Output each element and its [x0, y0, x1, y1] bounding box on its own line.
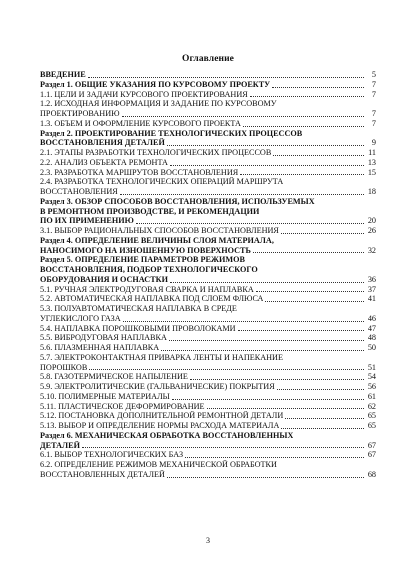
dot-leader	[185, 457, 364, 458]
toc-entry-page: 67	[367, 450, 376, 460]
toc-entry[interactable]	[40, 294, 376, 304]
toc-entry[interactable]	[40, 421, 376, 431]
toc-entry-title: Раздел 6. МЕХАНИЧЕСКАЯ ОБРАБОТКА ВОССТАНОВЛЕННЫХ	[40, 430, 294, 440]
toc-entry-title: ПО ИХ ПРИМЕНЕНИЮ	[40, 216, 134, 226]
toc-entry-page: 32	[367, 245, 376, 255]
toc-entry-title: 5.9. ЭЛЕКТРОЛИТИЧЕСКИЕ (ГАЛЬВАНИЧЕСКИЕ) ПОКРЫТИЯ	[40, 382, 275, 391]
toc-entry[interactable]	[40, 324, 376, 334]
toc-entry[interactable]	[40, 402, 376, 412]
dot-leader	[253, 252, 364, 253]
toc-entry[interactable]	[40, 236, 376, 246]
toc-entry-page: 46	[367, 313, 376, 323]
toc-entry[interactable]	[40, 353, 376, 363]
toc-entry-title: НАНОСИМОГО НА ИЗНОШЕННУЮ ПОВЕРХНОСТЬ	[40, 245, 251, 255]
toc-entry-title: 2.3. РАЗРАБОТКА МАРШРУТОВ ВОССТАНОВЛЕНИЯ	[40, 167, 239, 177]
toc-entry[interactable]	[40, 197, 376, 207]
toc-entry[interactable]	[40, 90, 376, 100]
toc-entry-page: 9	[371, 138, 376, 148]
toc-entry-title: УГЛЕКИСЛОГО ГАЗА	[40, 313, 121, 323]
toc-entry-title: 5.12. ПОСТАНОВКА ДОПОЛНИТЕЛЬНОЙ РЕМОНТНОЙ ДЕТАЛИ	[40, 411, 284, 421]
toc-entry-title: 5.3. ПОЛУАВТОМАТИЧЕСКАЯ НАПЛАВКА В СРЕДЕ	[40, 304, 237, 313]
toc-entry-title: В РЕМОНТНОМ ПРОИЗВОДСТВЕ, И РЕКОМЕНДАЦИИ	[40, 206, 260, 216]
dot-leader	[265, 301, 364, 302]
page-number: 3	[206, 536, 210, 545]
toc-entry-page: 7	[371, 118, 376, 128]
toc-entry[interactable]	[40, 226, 376, 236]
toc-entry[interactable]	[40, 158, 376, 168]
toc-entry[interactable]	[40, 372, 376, 382]
dot-leader	[272, 87, 364, 88]
toc-entry[interactable]	[40, 187, 376, 197]
dot-leader	[207, 408, 364, 409]
toc-entry[interactable]	[40, 119, 376, 129]
toc-entry[interactable]	[40, 441, 376, 451]
toc-entry-page: 61	[367, 391, 376, 401]
page-title: Оглавление	[181, 54, 235, 64]
toc-entry-page: 56	[367, 382, 376, 391]
toc-entry-page: 65	[367, 421, 376, 430]
toc-entry-page: 65	[367, 411, 376, 421]
dot-leader	[167, 477, 364, 478]
toc-entry-title: ВОССТАНОВЛЕНИЯ, ПОДБОР ТЕХНОЛОГИЧЕСКОГО	[40, 265, 258, 274]
dot-leader	[273, 155, 364, 156]
toc-entry-title: 5.11. ПЛАСТИЧЕСКОЕ ДЕФОРМИРОВАНИЕ	[40, 401, 205, 411]
toc-entry[interactable]	[40, 411, 376, 421]
toc-entry-title: 5.10. ПОЛИМЕРНЫЕ МАТЕРИАЛЫ	[40, 391, 170, 401]
toc-entry-page: 67	[367, 440, 376, 450]
dot-leader	[88, 77, 364, 78]
toc-entry-title: 3.1. ВЫБОР РАЦИОНАЛЬНЫХ СПОСОБОВ ВОССТАНОВЛЕНИЯ	[40, 226, 279, 235]
toc-entry-title: ОБОРУДОВАНИЯ И ОСНАСТКИ	[40, 274, 168, 284]
toc-entry[interactable]	[40, 168, 376, 178]
toc-entry-title: Раздел 2. ПРОЕКТИРОВАНИЕ ТЕХНОЛОГИЧЕСКИХ ПРОЦЕССОВ	[40, 128, 303, 138]
toc-entry-page: 50	[367, 343, 376, 352]
toc-entry-page: 26	[367, 226, 376, 235]
toc-entry-page: 48	[367, 333, 376, 343]
dot-leader	[169, 340, 364, 341]
dot-leader	[120, 194, 364, 195]
dot-leader	[136, 223, 364, 224]
toc-entry[interactable]	[40, 333, 376, 343]
toc-entry[interactable]	[40, 207, 376, 217]
toc-entry[interactable]	[40, 431, 376, 441]
dot-leader	[243, 126, 364, 127]
dot-leader	[172, 399, 364, 400]
toc-entry[interactable]	[40, 450, 376, 460]
toc-entry-title: ВОССТАНОВЛЕННЫХ ДЕТАЛЕЙ	[40, 469, 165, 479]
toc-entry[interactable]	[40, 138, 376, 148]
toc-entry-title: 5.8. ГАЗОТЕРМИЧЕСКОЕ НАПЫЛЕНИЕ	[40, 372, 188, 382]
toc-entry-page: 13	[367, 157, 376, 167]
dot-leader	[161, 350, 364, 351]
toc-entry[interactable]	[40, 285, 376, 295]
dot-leader	[240, 174, 364, 175]
toc-entry[interactable]	[40, 80, 376, 90]
toc-entry-title: 1.3. ОБЪЕМ И ОФОРМЛЕНИЕ КУРСОВОГО ПРОЕКТА	[40, 118, 241, 128]
dot-leader	[89, 369, 364, 370]
dot-leader	[122, 116, 364, 117]
toc-entry-title: 2.1. ЭТАПЫ РАЗРАБОТКИ ТЕХНОЛОГИЧЕСКИХ ПРОЦЕССОВ	[40, 148, 272, 157]
toc-entry-page: 68	[367, 469, 376, 479]
toc-entry-title: ДЕТАЛЕЙ	[40, 440, 80, 450]
toc-entry-page: 51	[367, 362, 376, 372]
toc-entry-title: 1.1. ЦЕЛИ И ЗАДАЧИ КУРСОВОГО ПРОЕКТИРОВАНИЯ	[40, 89, 248, 99]
toc-entry[interactable]	[40, 304, 376, 314]
toc-entry-page: 20	[367, 216, 376, 226]
toc-entry-page: 37	[367, 284, 376, 294]
toc-entry-page: 7	[371, 109, 376, 118]
toc-entry[interactable]	[40, 265, 376, 275]
toc-entry[interactable]	[40, 148, 376, 158]
toc-entry-title: 6.2. ОПРЕДЕЛЕНИЕ РЕЖИМОВ МЕХАНИЧЕСКОЙ ОБРАБОТКИ	[40, 460, 277, 469]
dot-leader	[167, 145, 364, 146]
toc-entry[interactable]	[40, 177, 376, 187]
toc-entry-page: 5	[371, 70, 376, 79]
toc-entry[interactable]	[40, 255, 376, 265]
dot-leader	[285, 418, 364, 419]
toc-entry-title: Раздел 3. ОБЗОР СПОСОБОВ ВОССТАНОВЛЕНИЯ, ИСПОЛЬЗУЕМЫХ	[40, 196, 315, 206]
toc-entry[interactable]	[40, 246, 376, 256]
toc-entry-page: 7	[371, 79, 376, 89]
toc-entry[interactable]	[40, 392, 376, 402]
toc-entry-title: 5.4. НАПЛАВКА ПОРОШКОВЫМИ ПРОВОЛОКАМИ	[40, 323, 236, 333]
toc-entry-title: Раздел 1. ОБЩИЕ УКАЗАНИЯ ПО КУРСОВОМУ ПРОЕКТУ	[40, 79, 271, 89]
dot-leader	[281, 428, 364, 429]
dot-leader	[238, 330, 364, 331]
toc-entry-title: Раздел 5. ОПРЕДЕЛЕНИЕ ПАРАМЕТРОВ РЕЖИМОВ	[40, 255, 245, 265]
toc-entry[interactable]	[40, 470, 376, 480]
toc-entry-title: 1.2. ИСХОДНАЯ ИНФОРМАЦИЯ И ЗАДАНИЕ ПО КУРСОВОМУ	[40, 99, 277, 109]
dot-leader	[82, 447, 364, 448]
dot-leader	[123, 321, 364, 322]
toc-entry-title: 2.2. АНАЛИЗ ОБЪЕКТА РЕМОНТА	[40, 157, 168, 167]
toc-entry[interactable]	[40, 99, 376, 109]
dot-leader	[277, 389, 364, 390]
toc-entry[interactable]	[40, 382, 376, 392]
dot-leader	[190, 379, 364, 380]
dot-leader	[250, 96, 364, 97]
toc-entry[interactable]	[40, 129, 376, 139]
toc-entry-page: 62	[367, 401, 376, 411]
toc-entry-title: 5.6. ПЛАЗМЕННАЯ НАПЛАВКА	[40, 343, 160, 352]
toc-entry-page: 47	[367, 323, 376, 333]
table-of-contents	[40, 70, 376, 480]
toc-entry-page: 15	[367, 167, 376, 177]
toc-entry-title: ВОССТАНОВЛЕНИЯ ДЕТАЛЕЙ	[40, 138, 165, 148]
toc-entry-title: 5.5. ВИБРОДУГОВАЯ НАПЛАВКА	[40, 333, 167, 343]
toc-entry[interactable]	[40, 363, 376, 373]
toc-entry-title: Раздел 4. ОПРЕДЕЛЕНИЕ ВЕЛИЧИНЫ СЛОЯ МАТЕРИАЛА,	[40, 235, 274, 245]
toc-entry-title: 5.1. РУЧНАЯ ЭЛЕКТРОДУГОВАЯ СВАРКА И НАПЛАВКА	[40, 284, 254, 294]
toc-entry-page: 11	[368, 148, 376, 157]
toc-entry-title: ПРОЕКТИРОВАНИЮ	[40, 109, 120, 118]
toc-entry[interactable]	[40, 70, 376, 80]
toc-entry-title: 5.7. ЭЛЕКТРОКОНТАКТНАЯ ПРИВАРКА ЛЕНТЫ И НАПЕКАНИЕ	[40, 352, 283, 362]
dot-leader	[170, 282, 364, 283]
toc-entry-title: ВОССТАНОВЛЕНИЯ	[40, 187, 118, 196]
toc-entry[interactable]	[40, 343, 376, 353]
dot-leader	[256, 291, 364, 292]
toc-entry-title: 2.4. РАЗРАБОТКА ТЕХНОЛОГИЧЕСКИХ ОПЕРАЦИЙ МАРШРУТА	[40, 177, 284, 187]
toc-entry-page: 18	[367, 187, 376, 196]
dot-leader	[170, 165, 364, 166]
dot-leader	[281, 233, 364, 234]
toc-entry-title: 5.2. АВТОМАТИЧЕСКАЯ НАПЛАВКА ПОД СЛОЕМ ФЛЮСА	[40, 294, 264, 304]
toc-entry-page: 54	[367, 372, 376, 382]
toc-entry-title: 5.13. ВЫБОР И ОПРЕДЕЛЕНИЕ НОРМЫ РАСХОДА МАТЕРИАЛА	[40, 421, 280, 430]
toc-entry[interactable]	[40, 275, 376, 285]
toc-entry-title: 6.1. ВЫБОР ТЕХНОЛОГИЧЕСКИХ БАЗ	[40, 450, 184, 460]
toc-entry[interactable]	[40, 216, 376, 226]
toc-entry[interactable]	[40, 314, 376, 324]
toc-entry-page: 36	[367, 274, 376, 284]
toc-entry-page: 41	[367, 294, 376, 304]
toc-entry-title: ВВЕДЕНИЕ	[40, 70, 86, 79]
toc-entry[interactable]	[40, 109, 376, 119]
toc-entry[interactable]	[40, 460, 376, 470]
toc-entry-page: 7	[371, 89, 376, 99]
toc-entry-title: ПОРОШКОВ	[40, 362, 88, 372]
